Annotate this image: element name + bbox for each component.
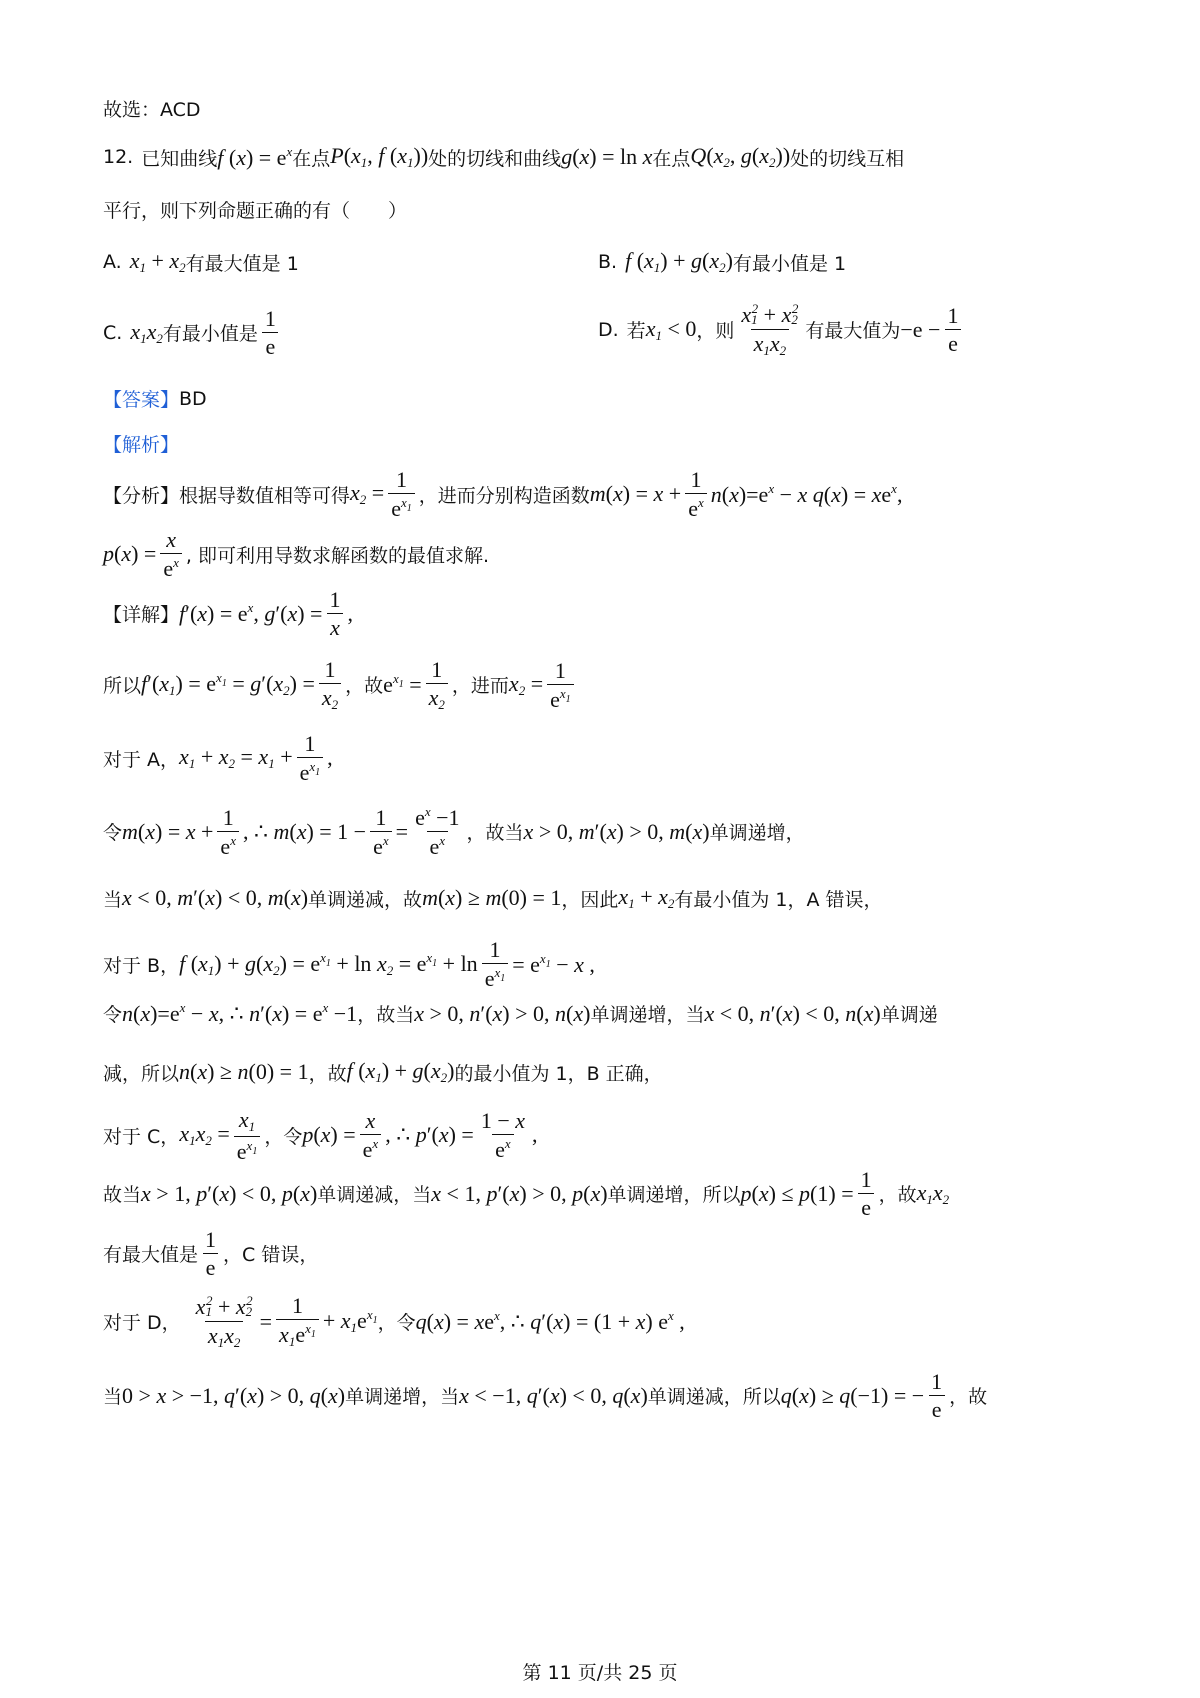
formula-f: f $(x) = e^x$ (217, 143, 293, 170)
previous-answer-line: 故选：ACD (103, 99, 201, 121)
question-text: 已知曲线 (141, 147, 218, 170)
option-b-label: B. (598, 251, 618, 273)
formula-p: p(x) = (103, 541, 157, 567)
formula-point-q: $Q(x_2$, $g(x_2)$) (690, 143, 791, 170)
question-12-line-2: 平行，则下列命题正确的有（ ） (103, 200, 408, 222)
option-b-analysis-3: 减，所以 n(x) ≥ n(0) = 1 ，故 f $(x_1) + g(x_2)$ 的最小值为 1，B 正确， (103, 1058, 663, 1085)
formula-g: g(x) = ln x (561, 144, 653, 169)
answer-tag: 【答案】 (103, 389, 180, 411)
option-a-analysis-3: 当 x < 0, m′(x) < 0, m(x) 单调递减，故 m(x) ≥ m(0) = 1 ，因此 $x_1 + x_2$ 有最小值为 1，A 错误， (103, 884, 883, 911)
option-a-label: A. (103, 251, 122, 273)
option-b-analysis-2: 令 $n(x)=e^x - x$, ∴ $n'(x) = e^x -1$ ，故当 x > 0, n′(x) > 0, n(x) 单调递增，当 x < 0, n′(x) < 0, n(x) 单调递 (103, 1000, 938, 1026)
option-d-cond: $x_1 < 0$ (645, 315, 697, 343)
formula-n-q: $n(x)=e^x - x$ $q(x) = xe^x$, (710, 480, 903, 507)
option-a-formula: $x_1 + x_2$ (129, 248, 186, 275)
formula-x2: $x_2$ = (350, 480, 385, 508)
fraction-1-over-e: $\frac{1}{e}$ (944, 304, 961, 355)
question-text: 处的切线和曲线 (428, 147, 562, 170)
option-c-analysis-3: 有最大值是 $\frac{1}{e}$ ，C 错误， (103, 1227, 319, 1281)
xiangjie-line: 【详解】 $f'(x) = e^x$, g′(x) = $\frac{1}{x}$ , (103, 587, 353, 641)
question-12-line-1 (103, 143, 904, 171)
xiangjie-tag: 【详解】 (103, 604, 180, 627)
fenxi-text: ，进而分别构造函数 (418, 484, 590, 507)
option-a-analysis-1: 对于 A， $x_1 + x_2 = x_1$ + $\frac{1}{e^{x_1}}$ , (103, 731, 333, 786)
option-b (598, 248, 846, 276)
option-d-text: 有最大值为 (805, 320, 901, 343)
option-d-analysis-2: 当 0 > x > −1, q′(x) > 0, q(x) 单调递增，当 x < −1, q′(x) < 0, q(x) 单调递减，所以 q(x) ≥ q(−1) = − $\frac{1}{e}$ ，故 (103, 1369, 988, 1423)
fenxi-text: , 即可利用导数求解函数的最值求解. (185, 544, 489, 567)
option-b-text: 有最小值是 1 (732, 252, 847, 275)
answer-line (103, 385, 207, 412)
option-d-value: −e − (900, 316, 941, 342)
fraction-sum-squares: $\frac{x_1^2 + x_2^2}{x_1x_2}$ (741, 301, 799, 358)
fenxi-line-1: 【分析】 根据导数值相等可得 $x_2$ = $\frac{1}{e^{x_1}}$ ，进而分别构造函数 m(x) = x + $\frac{1}{e^x}$ $n(x)=e^x - x$ $q(x) = xe^x$, (103, 467, 903, 522)
option-d-label: D. (598, 318, 619, 341)
formula-point-p: $P(x_1$, f $(x_1)$) (330, 143, 429, 170)
option-a (103, 248, 299, 276)
option-d (598, 302, 965, 357)
fenxi-line-2: p(x) = $\frac{x}{e^x}$ , 即可利用导数求解函数的最值求解. (103, 527, 489, 582)
option-c-analysis-1: 对于 C， $x_1x_2$ = $\frac{x_1}{e^{x_1}}$ ，令 p(x) = $\frac{x}{e^x}$ , ∴ p′(x) = $\frac{1 - x}{e^x}$ , (103, 1107, 538, 1164)
question-text: 在点 (652, 147, 691, 170)
option-c-formula: $x_1x_2$ (130, 318, 163, 346)
option-b-analysis-1: 对于 B， f $(x_1) + g(x_2) = e^{x_1} + \ln x_2 = e^{x_1} + \ln$ $\frac{1}{e^{x_1}}$ = $e^{x_1} - x$ , (103, 937, 595, 992)
question-text: 处的切线互相 (790, 147, 905, 170)
option-a-analysis-2: 令 m(x) = x + $\frac{1}{e^x}$ , ∴ m(x) = 1 − $\frac{1}{e^x}$ = $\frac{e^x -1}{e^x}$ ，故当 x > 0, m′(x) > 0, m(x) 单调递增， (103, 804, 805, 860)
answer-value: BD (179, 387, 207, 410)
fenxi-tag: 【分析】 (103, 484, 180, 507)
formula-m: m(x) = x + (589, 481, 682, 507)
question-number: 12. (103, 146, 134, 168)
option-b-formula: f $(x_1) + g(x_2)$ (625, 248, 733, 275)
option-d-analysis-1: 对于 D， $\frac{x_1^2 + x_2^2}{x_1x_2}$ = $\frac{1}{x_1e^{x_1}}$ + $x_1e^{x_1}$ ，令 $q(x) = xe^x$, ∴ q′(x) = (1 + x) $e^x$ , (103, 1293, 685, 1350)
option-c-analysis-2: 故当 x > 1, p′(x) < 0, p(x) 单调递减，当 x < 1, p′(x) > 0, p(x) 单调递增，所以 p(x) ≤ p(1) = $\frac{1}{e}$ ，故 $x_1x_2$ (103, 1167, 950, 1221)
option-c-label: C. (103, 321, 123, 344)
question-text: 在点 (292, 147, 331, 170)
option-d-text: ，则 (696, 320, 735, 343)
option-d-text: 若 (626, 320, 646, 343)
option-c-text: 有最小值是 (162, 323, 258, 346)
fraction-1-over-e: $\frac{1}{e}$ (262, 307, 279, 358)
page-footer: 第 11 页/共 25 页 (522, 1662, 678, 1684)
derivation-line-1: 所以 $f'(x_1) = e^{x_1} = g'(x_2)$ = $\frac{1}{x_2}$ ，故 $e^{x_1}$ = $\frac{1}{x_2}$ ，进而 $x_2$ = $\frac{1}{e^{x_1}}$ (103, 658, 578, 712)
option-c (103, 307, 283, 358)
analysis-tag: 【解析】 (103, 434, 180, 456)
option-a-text: 有最大值是 1 (185, 252, 299, 275)
fenxi-text: 根据导数值相等可得 (179, 484, 351, 507)
